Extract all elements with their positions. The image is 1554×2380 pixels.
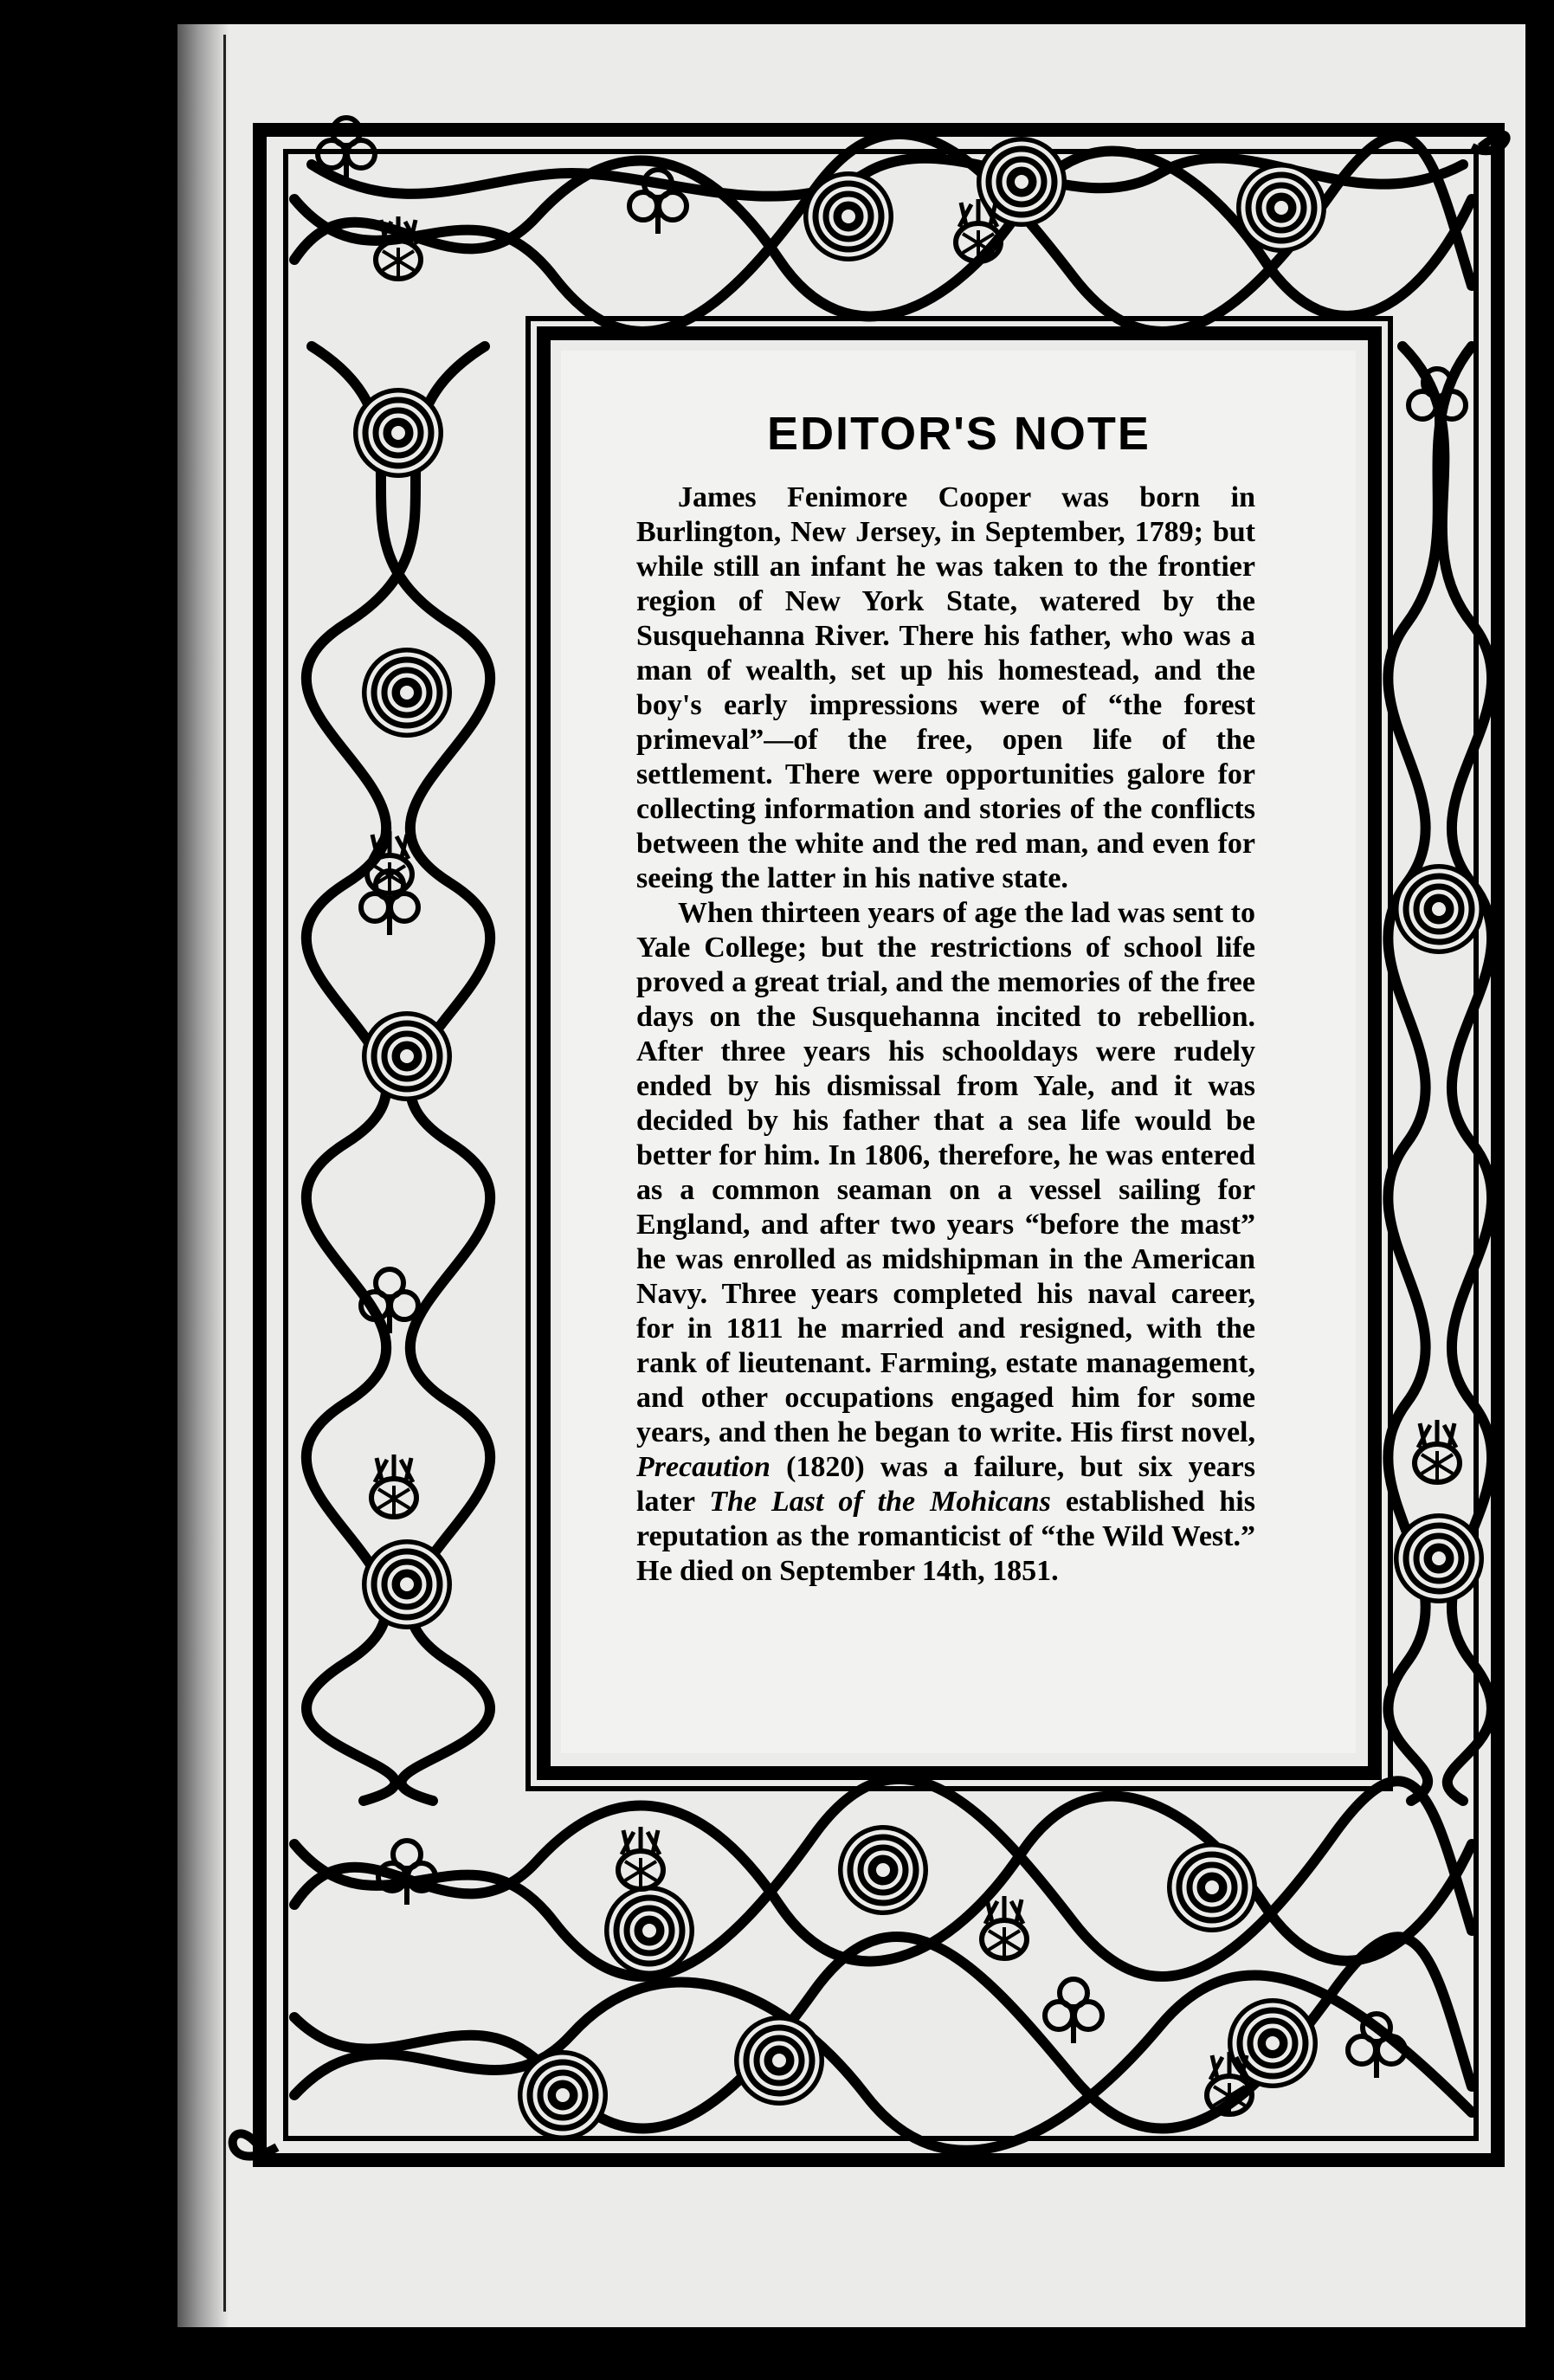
italic-title: The Last of the Mohicans bbox=[709, 1486, 1051, 1518]
text-segment: (1820) was a failure, but six years later bbox=[636, 1451, 1255, 1518]
paragraph bbox=[636, 896, 1255, 1589]
body-text bbox=[636, 481, 1255, 1589]
text-segment: When thirteen years of age the lad was sent to Yale College; but the restrictions of school life proved a great trial, and the memories of the free days on the Susquehanna incited to rebellion. After three years his schooldays were rudely ended by his dismissal from Yale, and it was decided by his father that a sea life would be better for him. In 1806, therefore, he was entered as a common seaman on a vessel sailing for England, and after two years “before the mast” he was enrolled as midshipman in the American Navy. Three years completed his naval career, for in 1811 he married and resigned, with the rank of lieutenant. Farming, estate management, and other occupations engaged him for some years, and then he began to write. His first novel, bbox=[636, 897, 1255, 1448]
page-title: EDITOR'S NOTE bbox=[767, 408, 1151, 460]
paragraph bbox=[636, 481, 1255, 896]
text-segment: James Fenimore Cooper was born in Burlington, New Jersey, in September, 1789; but while still an infant he was taken to the frontier region of New York State, watered by the Susquehanna River. There his father, who was a man of wealth, set up his homestead, and the boy's early impressions were of “the forest primeval”—of the free, open life of the settlement. There were opportunities galore for collecting information and stories of the conflicts between the white and the red man, and even for seeing the latter in his native state. bbox=[636, 481, 1255, 894]
text-segment: established his reputation as the romanticist of “the Wild West.” He died on September 14th, 1851. bbox=[636, 1486, 1255, 1587]
italic-title: Precaution bbox=[636, 1451, 771, 1483]
